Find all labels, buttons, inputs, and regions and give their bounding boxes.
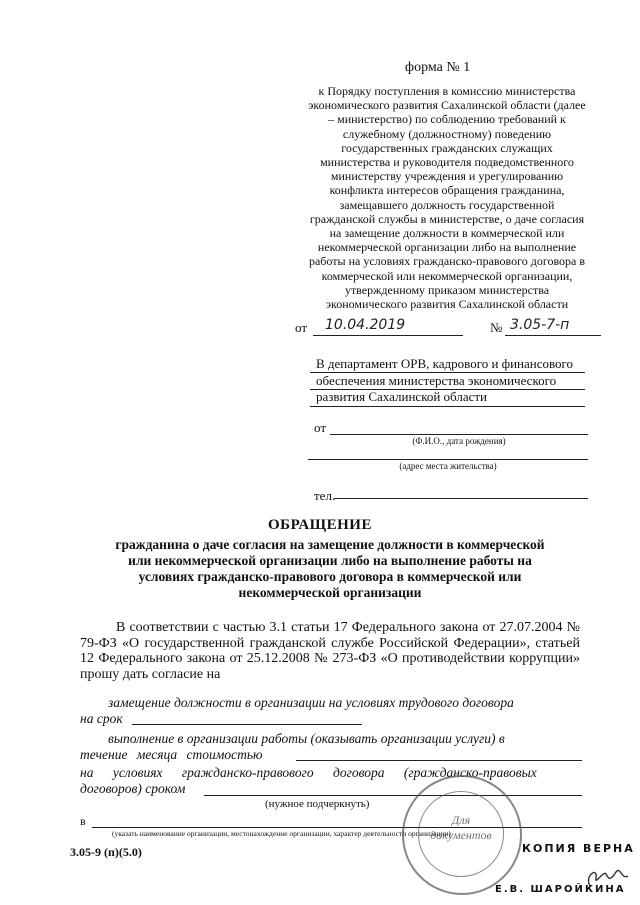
address-line	[308, 445, 588, 460]
underline-caption: (нужное подчеркнуть)	[265, 798, 370, 810]
option-contract-line-1: выполнение в организации работы (оказывать организации услуги) в	[108, 731, 505, 746]
term-line	[132, 711, 362, 725]
seal-text: Для документов	[430, 813, 492, 842]
appendix-reference	[288, 84, 606, 311]
appendix-line: работы на условиях гражданско-правового договора в	[308, 254, 586, 269]
subtitle-line: условиях гражданско-правового договора в коммерческой или	[138, 569, 522, 584]
document-code: 3.05-9 (п)(5.0)	[70, 845, 142, 859]
addressee-line-1: В департамент ОРВ, кадрового и финансового	[316, 356, 574, 371]
phone-label: тел.	[314, 488, 336, 503]
appendix-line: министерства и руководителя подведомственного	[320, 155, 574, 170]
appendix-line: государственных гражданских служащих	[341, 140, 553, 155]
appendix-line: на замещение должности в коммерческой или	[329, 226, 565, 241]
organization-caption: (указать наименование организации, местонахождение организации, характер деятельности организации)	[112, 829, 451, 838]
from-label: от	[314, 420, 327, 435]
in-label: в	[80, 814, 86, 828]
date-prefix: от	[295, 320, 308, 335]
appendix-line: некоммерческой организации либо на выполнение	[317, 240, 577, 255]
date-value: 10.04.2019	[325, 317, 406, 333]
option-contract-line-2: течение месяца стоимостью	[80, 747, 263, 762]
form-number: форма № 1	[405, 60, 471, 75]
document-subtitle	[80, 537, 580, 601]
addressee-underline-2	[310, 375, 585, 390]
fio-line	[330, 420, 588, 435]
request-paragraph: В соответствии с частью 3.1 статьи 17 Федерального закона от 27.07.2004 № 79-ФЗ «О государственной гражданской службе Российской Федерации», статьей 12 Федерального закона от 25.12.2008 № 273-ФЗ «О противодействии коррупции» прошу дать согласие на	[80, 620, 580, 682]
appendix-line: замещавшего должность государственной	[339, 197, 555, 212]
option-employment-line-1: замещение должности в организации на условиях трудового договора	[108, 695, 514, 710]
appendix-line: гражданской службы в министерстве, о даче согласия	[309, 211, 585, 226]
fio-caption: (Ф.И.О., дата рождения)	[412, 436, 506, 446]
appendix-line: коммерческой или некоммерческой организации,	[321, 268, 573, 283]
option-employment-line-2: на срок	[80, 711, 123, 726]
signature-mark	[582, 860, 632, 894]
number-prefix: №	[490, 320, 503, 335]
addressee-underline-1	[310, 358, 585, 373]
duration-line	[204, 781, 582, 796]
appendix-line: экономического развития Сахалинской области (далее	[308, 98, 586, 113]
option-contract-line-4: договоров) сроком	[80, 781, 186, 796]
appendix-line: утвержденному приказом министерства	[344, 282, 550, 297]
appendix-line: к Порядку поступления в комиссию министерства	[318, 84, 576, 98]
subtitle-line: или некоммерческой организации либо на выполнение работы на	[128, 553, 532, 568]
appendix-line: министерству учреждения и урегулированию	[330, 169, 564, 184]
appendix-line: – министерство) по соблюдению требований к	[328, 112, 566, 127]
option-contract-line-3: на условиях гражданско-правового договора (гражданско-правовых	[80, 765, 537, 780]
copy-certified-label: КОПИЯ ВЕРНА	[522, 842, 635, 855]
seal-stamp	[402, 775, 522, 895]
phone-line	[334, 484, 588, 499]
subtitle-line: гражданина о даче согласия на замещение должности в коммерческой	[115, 537, 545, 552]
subtitle-line: некоммерческой организации	[238, 585, 422, 600]
cost-line	[296, 746, 582, 761]
address-caption: (адрес места жительства)	[399, 461, 497, 471]
appendix-line: конфликта интересов обращения гражданина,	[329, 183, 565, 198]
document-title: ОБРАЩЕНИЕ	[268, 517, 372, 533]
addressee-underline-3	[310, 391, 585, 407]
addressee-line-2: обеспечения министерства экономического	[316, 373, 557, 388]
addressee-line-3: развития Сахалинской области	[316, 389, 488, 404]
appendix-line: экономического развития Сахалинской области	[325, 297, 569, 312]
appendix-line: служебному (должностному) поведению	[342, 126, 552, 141]
copy-certifier-name: Е.В. ШАРОЙКИНА	[495, 884, 626, 895]
number-value: 3.05-7-п	[510, 317, 570, 333]
